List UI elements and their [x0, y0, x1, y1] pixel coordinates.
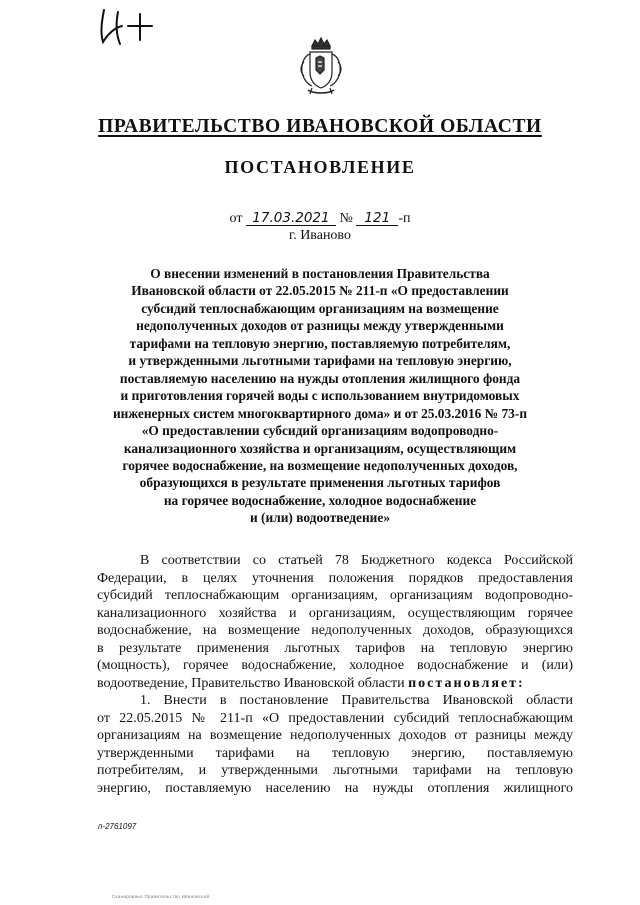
- subject-line: инженерных систем многоквартирного дома» и от 25.03.2016 № 73-п: [112, 405, 528, 421]
- subject-line: и приготовления горячей воды с использованием внутридомовых: [120, 388, 520, 404]
- item1-line: энергию, поставляемую населению на нужды отопления жилищного: [97, 780, 573, 796]
- number-suffix: -п: [398, 211, 411, 226]
- document-subject: [80, 265, 560, 527]
- subject-line: канализационного хозяйства и организациям, осуществляющим: [123, 440, 517, 456]
- subject-line: горячее водоснабжение, на возмещение недополученных доходов,: [122, 457, 518, 473]
- handwritten-number: 121: [356, 211, 398, 226]
- item1-line: организациям на возмещение недополученных доходов от разницы между: [97, 728, 573, 743]
- handwritten-date: 17.03.2021: [246, 211, 336, 226]
- item1-line: 1. Внести в постановление Правительства Ивановской области: [140, 693, 573, 708]
- preamble-line: водоснабжение, на возмещение недополученных доходов, образующихся: [97, 623, 573, 638]
- preamble-last-line: [97, 675, 573, 693]
- subject-line: О внесении изменений в постановления Правительства: [150, 266, 490, 281]
- document-body: [97, 552, 573, 797]
- scan-stamp: Сканировано Правительство Ивановской: [112, 894, 210, 899]
- document-code: п-2761097: [98, 822, 137, 831]
- preamble-line: в результате применения льготных тарифов на тепловую энергию: [97, 640, 573, 656]
- subject-line: и (или) водоотведение»: [249, 510, 391, 526]
- subject-line: субсидий теплоснабжающим организациям на возмещение: [141, 300, 499, 316]
- handwritten-mark: [96, 4, 156, 48]
- subject-line: «О предоставлении субсидий организациям водопроводно-: [141, 423, 499, 439]
- document-type: ПОСТАНОВЛЕНИЕ: [224, 157, 416, 177]
- city: г. Иваново: [289, 228, 351, 243]
- preamble-line: (мощность), горячее водоснабжение, холодное водоснабжение и (или): [97, 658, 573, 673]
- preamble-line: канализационного хозяйства и организациям, осуществляющим горячее: [97, 605, 573, 621]
- preamble-line: В соответствии со статьей 78 Бюджетного кодекса Российской: [140, 553, 573, 568]
- item1-line: утвержденными тарифами на тепловую энергию, поставляемую: [97, 745, 573, 761]
- subject-line: образующихся в результате применения льготных тарифов: [139, 475, 501, 491]
- decree-word: постановляет:: [408, 675, 525, 691]
- subject-line: Ивановской области от 22.05.2015 № 211-п «О предоставлении: [131, 283, 509, 299]
- item1-line: от 22.05.2015 № 211-п «О предоставлении субсидий теплоснабжающим: [97, 710, 573, 726]
- subject-line: на горячее водоснабжение, холодное водоснабжение: [163, 492, 477, 508]
- government-title: ПРАВИТЕЛЬСТВО ИВАНОВСКОЙ ОБЛАСТИ: [98, 116, 542, 137]
- item1-line: потребителям, и утвержденными льготными тарифами на тепловую: [97, 763, 573, 778]
- subject-line: поставляемую населению на нужды отопления жилищного фонда: [119, 370, 521, 386]
- date-prefix: от: [229, 211, 243, 226]
- subject-line: недополученных доходов от разницы между утвержденными: [136, 318, 504, 334]
- preamble-text: водоотведение, Правительство Ивановской области: [97, 675, 405, 691]
- preamble-line: субсидий теплоснабжающим организациям, организациям водопроводно-: [97, 588, 573, 603]
- preamble-line: Федерации, в целях уточнения положения порядков предоставления: [97, 570, 573, 586]
- number-sign: №: [339, 211, 353, 226]
- subject-line: тарифами на тепловую энергию, поставляемую потребителям,: [129, 335, 511, 351]
- date-number-line: [0, 211, 640, 227]
- subject-line: и утвержденными льготными тарифами на тепловую энергию,: [128, 353, 512, 369]
- coat-of-arms-icon: [298, 36, 344, 98]
